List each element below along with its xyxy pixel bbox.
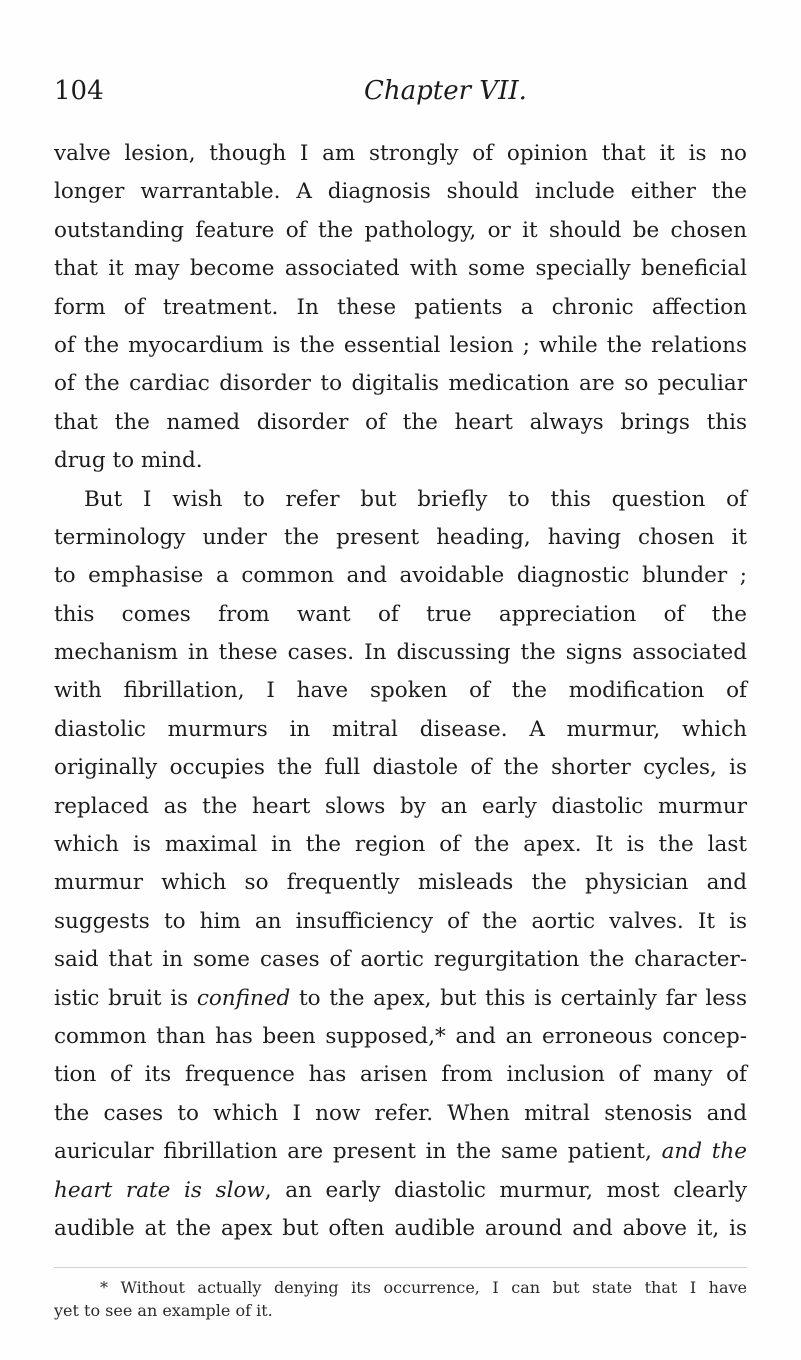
text-line (54, 1172, 747, 1210)
text-line: drug to mind. (54, 448, 203, 474)
text-line: replaced as the heart slows by an early diastolic murmur (54, 793, 747, 819)
text-line: audible at the apex but often audible around and above it, is (54, 1215, 747, 1241)
text-line: of the myocardium is the essential lesion ; while the relations (54, 332, 747, 358)
footnote-line: yet to see an example of it. (54, 1301, 273, 1320)
text-line: terminology under the present heading, having chosen it (54, 524, 747, 550)
text-line (54, 1133, 747, 1171)
text-fragment: , an early diastolic murmur, most clearly (264, 1177, 747, 1203)
text-fragment: istic bruit is (54, 985, 197, 1011)
footnote-divider (54, 1267, 747, 1268)
page-header (54, 72, 747, 112)
text-line: suggests to him an insufficiency of the aortic valves. It is (54, 908, 747, 934)
running-title: Chapter VII. (364, 76, 527, 106)
text-line: mechanism in these cases. In discussing the signs associated (54, 640, 747, 666)
text-line: with fibrillation, I have spoken of the modification of (54, 678, 747, 704)
page-number: 104 (54, 76, 104, 106)
body-text (54, 135, 747, 1248)
text-line: common than has been supposed,* and an erroneous concep- (54, 1023, 747, 1049)
text-fragment: auricular fibrillation are present in the same patient, (54, 1139, 662, 1165)
text-line: to emphasise a common and avoidable diagnostic blunder ; (54, 563, 747, 589)
text-line: that the named disorder of the heart always brings this (54, 409, 747, 435)
emphasis-heart-rate-is-slow: heart rate is slow (54, 1177, 265, 1203)
text-line: the cases to which I now refer. When mitral stenosis and (54, 1100, 747, 1126)
text-line: outstanding feature of the pathology, or it should be chosen (54, 217, 747, 243)
emphasis-and-the: and the (661, 1139, 747, 1165)
emphasis-confined: confined (196, 985, 291, 1011)
text-line: that it may become associated with some specially beneficial (54, 256, 747, 282)
footnote (54, 1276, 747, 1322)
text-fragment: to the apex, but this is certainly far less (290, 985, 747, 1011)
text-line (54, 980, 747, 1018)
text-line: tion of its frequence has arisen from inclusion of many of (54, 1062, 747, 1088)
text-line: originally occupies the full diastole of the shorter cycles, is (54, 755, 747, 781)
text-line: this comes from want of true appreciation of the (54, 601, 747, 627)
text-line: diastolic murmurs in mitral disease. A murmur, which (54, 716, 747, 742)
text-line: murmur which so frequently misleads the physician and (54, 870, 747, 896)
text-line: form of treatment. In these patients a chronic affection (54, 294, 747, 320)
text-line: valve lesion, though I am strongly of opinion that it is no (54, 141, 747, 166)
text-line: which is maximal in the region of the apex. It is the last (54, 832, 747, 858)
text-line: But I wish to refer but briefly to this question of (84, 486, 747, 512)
text-line: of the cardiac disorder to digitalis medication are so peculiar (54, 371, 747, 397)
footnote-line: * Without actually denying its occurrence, I can but state that I have (100, 1278, 747, 1297)
text-line: longer warrantable. A diagnosis should include either the (54, 179, 747, 205)
text-line: said that in some cases of aortic regurgitation the character- (54, 947, 747, 973)
